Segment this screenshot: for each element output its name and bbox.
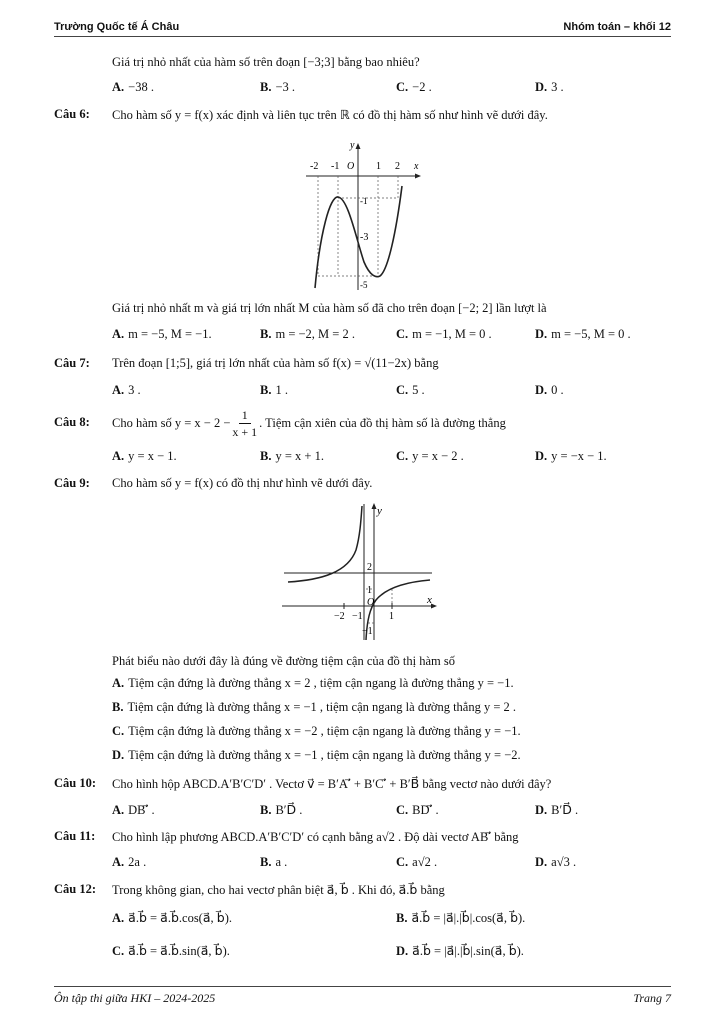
q6-tick-x-neg2: -2 [310,161,319,172]
q6-graph [300,138,425,293]
q6-label: Câu 6: [54,107,90,121]
q8-label: Câu 8: [54,415,90,429]
group-name: Nhóm toán – khối 12 [563,21,671,33]
q9-option-d[interactable]: D. Tiệm cận đứng là đường thẳng x = −1 , tiệm cận ngang là đường thẳng y = −2. [112,748,521,762]
q5-option-b[interactable]: B. −3 . [260,80,296,94]
q9-text: Cho hàm số y = f(x) có đồ thị như hình vẽ dưới đây. [112,476,373,490]
q6-option-d[interactable]: D. m = −5, M = 0 . [535,327,631,341]
q7-option-c[interactable]: C. 5 . [396,383,425,397]
q12-label: Câu 12: [54,882,97,896]
q10-label: Câu 10: [54,776,97,790]
q9-tick-y-2: 2 [367,562,372,573]
q6-text: Cho hàm số y = f(x) xác định và liên tục trên ℝ có đồ thị hàm số như hình vẽ dưới đây. [112,108,548,122]
q8-option-d[interactable]: D. y = −x − 1. [535,449,607,463]
q9-option-a[interactable]: A. Tiệm cận đứng là đường thẳng x = 2 , tiệm cận ngang là đường thẳng y = −1. [112,676,514,690]
q7-text: Trên đoạn [1;5], giá trị lớn nhất của hàm số f(x) = √(11−2x) bằng [112,356,439,370]
q9-tick-y-1: 1 [367,585,372,596]
q7-option-b[interactable]: B. 1 . [260,383,288,397]
q5-option-c[interactable]: C. −2 . [396,80,432,94]
q12-option-c[interactable]: C. a⃗.b⃗ = a⃗.b⃗.sin(a⃗, b⃗). [112,944,230,958]
page-number: Trang 7 [633,991,671,1005]
q9-tick-x-neg2: −2 [334,611,345,622]
q7-option-d[interactable]: D. 0 . [535,383,564,397]
q9-y-axis-label: y [377,505,382,517]
q7-option-a[interactable]: A. 3 . [112,383,141,397]
q9-option-c[interactable]: C. Tiệm cận đứng là đường thẳng x = −2 , tiệm cận ngang là đường thẳng y = −1. [112,724,521,738]
q6-option-c[interactable]: C. m = −1, M = 0 . [396,327,492,341]
q6-tick-x-neg1: -1 [331,161,340,172]
q9-label: Câu 9: [54,476,90,490]
page-footer [54,986,671,1005]
q9-x-axis-label: x [427,594,432,606]
q8-option-b[interactable]: B. y = x + 1. [260,449,324,463]
q9-prompt: Phát biểu nào dưới đây là đúng về đường tiệm cận của đồ thị hàm số [112,654,456,668]
q6-option-a[interactable]: A. m = −5, M = −1. [112,327,212,341]
q9-option-b[interactable]: B. Tiệm cận đứng là đường thẳng x = −1 , tiệm cận ngang là đường thẳng y = 2 . [112,700,517,714]
q10-option-c[interactable]: C. BD′⃗ . [396,803,439,817]
q6-option-b[interactable]: B. m = −2, M = 2 . [260,327,355,341]
q9-origin-label: O [367,597,375,608]
q9-tick-x-neg1: −1 [352,611,363,622]
q12-option-d[interactable]: D. a⃗.b⃗ = |a⃗|.|b⃗|.sin(a⃗, b⃗). [396,944,524,958]
q5-option-d[interactable]: D. 3 . [535,80,564,94]
q12-text: Trong không gian, cho hai vectơ phân biệt a⃗, b⃗ . Khi đó, a⃗.b⃗ bằng [112,883,445,897]
school-name: Trường Quốc tế Á Châu [54,21,180,33]
q8-fraction: $\frac{1}{x + 1}$ [232,407,258,439]
q11-option-d[interactable]: D. a√3 . [535,855,577,869]
q6-y-axis-label: y [350,140,355,151]
q5-option-a[interactable]: A. −38 . [112,80,154,94]
q11-option-b[interactable]: B. a . [260,855,288,869]
q6-tick-x-1: 1 [376,161,381,172]
q8-option-a[interactable]: A. y = x − 1. [112,449,177,463]
q10-option-d[interactable]: D. B′D⃗ . [535,803,579,817]
q11-option-a[interactable]: A. 2a . [112,855,147,869]
q7-label: Câu 7: [54,356,90,370]
q6-tick-y-neg3: -3 [360,232,369,243]
q12-option-b[interactable]: B. a⃗.b⃗ = |a⃗|.|b⃗|.cos(a⃗, b⃗). [396,911,526,925]
q10-option-b[interactable]: B. B′D⃗ . [260,803,303,817]
q9-tick-x-1: 1 [389,611,394,622]
page-header [54,18,671,37]
q9-tick-y-neg1: −1 [362,626,373,637]
q6-tick-y-neg1: -1 [360,196,368,206]
q8-text: Cho hàm số y = x − 2 − $\frac{1}{x + 1}$ . Tiệm cận xiên của đồ thị hàm số là đường thẳng [112,407,506,439]
q5-text: Giá trị nhỏ nhất của hàm số trên đoạn [−3;3] bằng bao nhiêu? [112,55,420,69]
q6-tick-y-neg5: -5 [360,280,368,290]
q8-option-c[interactable]: C. y = x − 2 . [396,449,464,463]
q6-x-axis-label: x [414,161,419,172]
q11-text: Cho hình lập phương ABCD.A′B′C′D′ có cạnh bằng a√2 . Độ dài vectơ AB′⃗ bằng [112,830,519,844]
footer-title: Ôn tập thi giữa HKI – 2024-2025 [54,991,216,1005]
q9-graph [282,500,442,642]
q11-label: Câu 11: [54,829,96,843]
q11-option-c[interactable]: C. a√2 . [396,855,438,869]
q6-prompt: Giá trị nhỏ nhất m và giá trị lớn nhất M của hàm số đã cho trên đoạn [−2; 2] lần lượt là [112,301,547,315]
q6-tick-x-2: 2 [395,161,400,172]
q10-option-a[interactable]: A. DB′⃗ . [112,803,155,817]
q10-text: Cho hình hộp ABCD.A′B′C′D′ . Vectơ v⃗ = B′A′⃗ + B′C′⃗ + B′B⃗ bằng vectơ nào dưới đây? [112,777,552,791]
q12-option-a[interactable]: A. a⃗.b⃗ = a⃗.b⃗.cos(a⃗, b⃗). [112,911,232,925]
q6-origin-label: O [347,161,355,172]
